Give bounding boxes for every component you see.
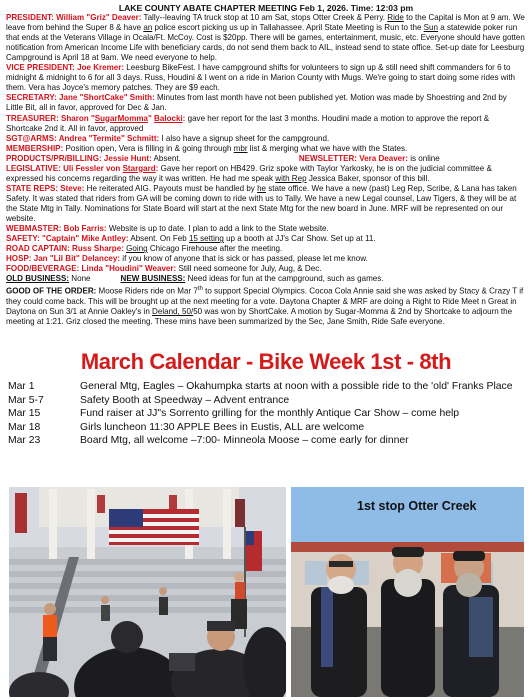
vice-president-label: VICE PRESIDENT: Joe Kremer: [6,63,125,73]
otter-creek-illustration [291,487,524,697]
products-label: PRODUCTS/PR/BILLING: Jessie Hunt: [6,153,152,163]
calendar-event: Fund raiser at JJ"s Sorrento grilling for the monthly Antique Car Show – come help [80,408,460,420]
calendar-event: Safety Booth at Speedway – Advent entrance [80,394,290,406]
webmaster-report: WEBMASTER: Bob Farris: Website is up to date. I plan to add a link to the State website. [6,224,329,234]
vice-president-report: VICE PRESIDENT: Joe Kremer: Leesburg BikeFest. I have campground shifts for volunteers to sign up & still need shift commanders for 6 to midnight & midnight to 6 for all 3 days. Russ, Houdini & I went on a ride in Marion County with Mugs. We're going to start doing some rides with them. Vera has Joyce's memory patches. They are $9 each. [6,63,516,93]
products-newsletter-report: PRODUCTS/PR/BILLING: Jessie Hunt: Absent. NEWSLETTER: Vera Deaver: is online [6,153,440,163]
calendar-row [8,394,528,408]
safety-label: SAFETY: "Captain" Mike Antley: [6,234,129,244]
business-report: OLD BUSINESS: None NEW BUSINESS: Need ideas for fun at the campground, such as games. [6,274,384,284]
calendar-row [8,407,528,421]
food-beverage-report: FOOD/BEVERAGE: Linda "Houdini" Weaver: Still need someone for July, Aug, & Dec. [6,264,322,274]
old-business-label: OLD BUSINESS: [6,274,70,284]
legislative-report: LEGISLATIVE: Uli Fessler von Stargard: Gave her report on HB429. Griz spoke with Taylor Yarkosky, he is on the judicial committee & expressed his concerns regarding the way it was written. He had me speak with Rep Jessica Baker, sponsor of this bill. [6,163,492,183]
legislative-label: LEGISLATIVE: Uli Fessler von Stargard: [6,163,159,173]
food-beverage-label: FOOD/BEVERAGE: Linda "Houdini" Weaver: [6,264,177,274]
calendar-list [8,380,528,448]
calendar-date: Mar 23 [8,435,41,447]
calendar-row [8,434,528,448]
calendar-date: Mar 18 [8,421,41,433]
road-captain-label: ROAD CAPTAIN: Russ Sharpe: [6,244,124,254]
capitol-rally-photo [9,487,286,697]
calendar-date: Mar 15 [8,408,41,420]
treasurer-label: TREASURER: Sharon "SugarMomma" Balocki: [6,113,186,123]
newsletter-label: NEWSLETTER: Vera Deaver: [298,153,408,163]
calendar-title: March Calendar - Bike Week 1st - 8th [80,349,452,374]
calendar-event: General Mtg, Eagles – Okahumpka starts at noon with a possible ride to the 'old' Franks Place [80,381,513,392]
state-reps-label: STATE REPS: Steve: [6,183,85,193]
safety-report: SAFETY: "Captain" Mike Antley: Absent. On Feb 15 setting up a booth at JJ's Car Show. Set up at 11. [6,234,376,244]
good-of-the-order-report: GOOD OF THE ORDER: Moose Riders ride on Mar 7th to support Special Olympics. Cocoa Cola Annie said she was asked by Stacy & Crazy T if they could come back. This will be brought up at the next meeting for a vote. Daytona Chapter & MRF are doing a Right to Ride Meet n Great in Daytona on Sun 3/1 at Annie Oakley's in Deland, 50/50 was won by ShortCake. A motion by Sugar-Momma & 2nd by Shortcake to adjourn the meeting at 1:21. Griz closed the meeting. These mins have been summarized by the Sec, Jane Smith, Ride Safe everyone. [6,286,524,327]
american-flag [109,509,199,545]
president-report: PRESIDENT: William "Griz" Deaver: Tally--leaving TA truck stop at 10 am Sat, stops Otter Creek & Perry. Ride to the Capital is Mon at 9 am. We leave from behind the Super 8 & have an police escort picking us up in Tallahassee. April State Meeting is Run to the Sun a statewide poker run that ends at the Veterans Village in Ocala/Ft. McCoy. Cost is $20pp. There will be games, entertainment, music, etc. Everyone should have gotten notification from American Income Life with beneficiary cards, do not send them back to AIL, instead send to state office. Set-up date for Leesburg Campground is April 18 at 9am. We need everyone to help. [6,13,525,63]
calendar-event: Girls luncheon 11:30 APPLE Bees in Eustis, ALL are welcome [80,421,365,433]
membership-report: MEMBERSHIP: Position open, Vera is filling in & going through mbr list & merging what we have with the States. [6,143,408,153]
meeting-minutes [6,3,526,327]
meeting-header: LAKE COUNTY ABATE CHAPTER MEETING Feb 1, 2026. Time: 12:03 pm [118,3,414,13]
state-reps-report: STATE REPS: Steve: He reiterated AIG. Payouts must be handled by he state office. We have a new (past) Leg Rep, Scribe, & Lana has taken Safety. It was stated that riders from GA will be coming down to ride with us to Tally. We have a new Legal counsel, Law Tigers, & they will be at the State Mtg in Tally. Nominations for State Board will start at the next State Mtg for the new board in June. MRF will be represented on our website. [6,183,517,223]
sgt-at-arms-report: SGT@ARMS: Andrea "Termite" Schmitt: I also have a signup sheet for the campground. [6,133,330,143]
photo-caption: 1st stop Otter Creek [357,499,477,513]
calendar-date: Mar 1 [8,381,35,392]
treasurer-report: TREASURER: Sharon "SugarMomma" Balocki: gave her report for the last 3 months. Houdini made a motion to approve the report & Shortcake 2nd it. All in favor, approved [6,113,490,133]
sgt-at-arms-label: SGT@ARMS: Andrea "Termite" Schmitt: [6,133,160,143]
new-business-label: NEW BUSINESS: [120,274,186,284]
road-captain-report: ROAD CAPTAIN: Russ Sharpe: Going Chicago Firehouse after the meeting. [6,244,283,254]
membership-label: MEMBERSHIP: [6,143,64,153]
president-label: PRESIDENT: William "Griz" Deaver: [6,13,142,23]
calendar-row [8,380,528,394]
capitol-rally-illustration [9,487,286,697]
secretary-label: SECRETARY: Jane "ShortCake" Smith: [6,93,155,103]
calendar-event: Board Mtg, all welcome –7:00- Minneola Moose – come early for dinner [80,435,409,447]
calendar-date: Mar 5-7 [8,394,44,406]
webmaster-label: WEBMASTER: Bob Farris: [6,224,107,234]
secretary-report: SECRETARY: Jane "ShortCake" Smith: Minutes from last month have not been published yet. Motion was made by Shoestring and 2nd by Little Bit, all in favor, approved for Dec & Jan. [6,93,507,113]
good-of-the-order-label: GOOD OF THE ORDER: [6,286,97,296]
hospitality-label: HOSP: Jan "Lil Bit" Delancey: [6,254,121,264]
hospitality-report: HOSP: Jan "Lil Bit" Delancey: if you know of anyone that is sick or has passed, please let me know. [6,254,368,264]
otter-creek-photo [291,487,524,697]
calendar-row [8,421,528,435]
